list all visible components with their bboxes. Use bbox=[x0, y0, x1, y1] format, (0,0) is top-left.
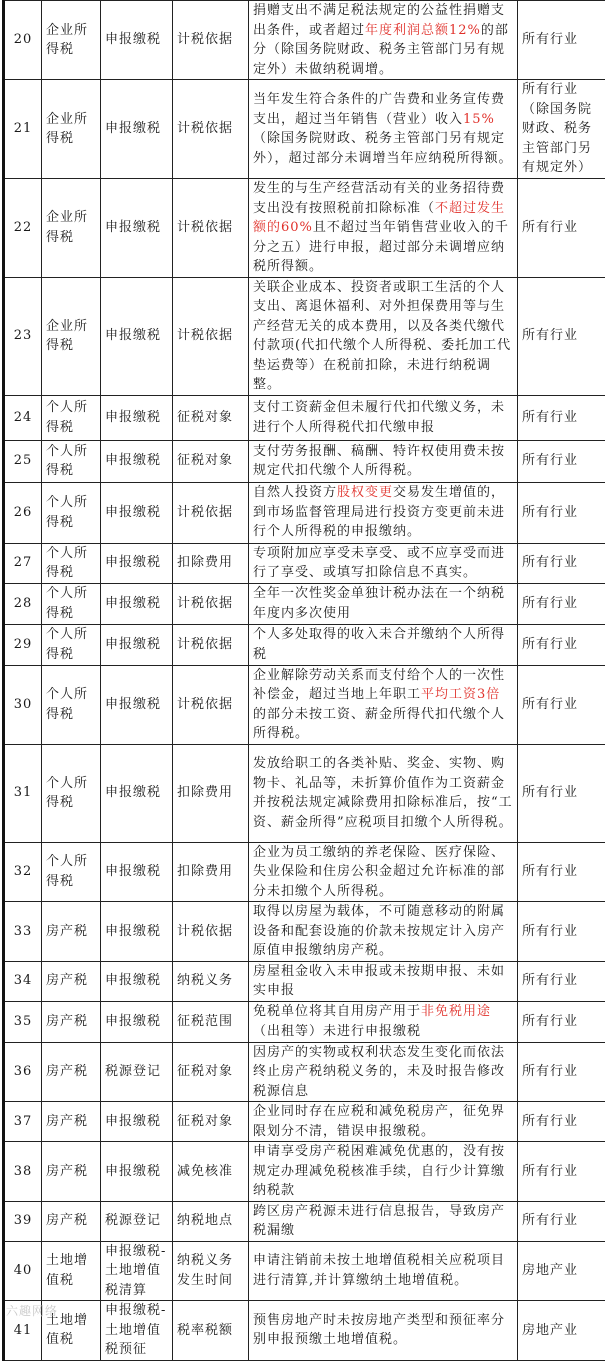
tax-type: 企业所得税 bbox=[42, 80, 101, 179]
risk-item: 计税依据 bbox=[173, 179, 249, 278]
tax-type: 房产税 bbox=[42, 1042, 101, 1102]
tax-type: 房产税 bbox=[42, 902, 101, 962]
tax-type: 个人所得税 bbox=[42, 665, 101, 744]
risk-description bbox=[249, 543, 518, 583]
description-text: 专项附加应享受未享受、或不应享受而进行了享受、或填写扣除信息不真实。 bbox=[253, 546, 505, 581]
table-row bbox=[4, 80, 605, 179]
tax-type: 个人所得税 bbox=[42, 482, 101, 543]
description-text: 预售房地产时未按房地产类型和预征率分别申报预缴土地增值税。 bbox=[253, 1313, 505, 1348]
row-number: 37 bbox=[4, 1102, 42, 1142]
risk-description bbox=[249, 1001, 518, 1042]
risk-description bbox=[249, 842, 518, 902]
row-number: 40 bbox=[4, 1241, 42, 1301]
applicable-industry: 所有行业 bbox=[518, 902, 605, 962]
row-number: 32 bbox=[4, 842, 42, 902]
risk-description bbox=[249, 1241, 518, 1301]
risk-description bbox=[249, 902, 518, 962]
tax-type: 个人所得税 bbox=[42, 440, 101, 482]
process-stage: 申报缴税 bbox=[101, 543, 173, 583]
table-row bbox=[4, 624, 605, 665]
applicable-industry: 所有行业 bbox=[518, 482, 605, 543]
risk-item: 税率税额 bbox=[173, 1301, 249, 1361]
process-stage: 申报缴税 bbox=[101, 395, 173, 440]
applicable-industry: 所有行业 bbox=[518, 842, 605, 902]
process-stage: 申报缴税 bbox=[101, 583, 173, 624]
row-number: 36 bbox=[4, 1042, 42, 1102]
row-number: 26 bbox=[4, 482, 42, 543]
applicable-industry: 所有行业 bbox=[518, 543, 605, 583]
description-text: 的部分（除国务院财政、税务主管部门另有规定外）未做纳税调增。 bbox=[253, 23, 509, 77]
tax-type: 个人所得税 bbox=[42, 583, 101, 624]
risk-item: 减免核准 bbox=[173, 1142, 249, 1202]
table-row bbox=[4, 1241, 605, 1301]
risk-item: 征税对象 bbox=[173, 395, 249, 440]
applicable-industry: 所有行业 bbox=[518, 277, 605, 395]
risk-description bbox=[249, 1, 518, 80]
applicable-industry: 所有行业 bbox=[518, 1201, 605, 1241]
risk-item: 纳税义务 bbox=[173, 961, 249, 1001]
row-number: 20 bbox=[4, 1, 42, 80]
description-text: 取得以房屋为载体，不可随意移动的附属设备和配套设施的价款未按规定计入房产原值申报缴纳房产税。 bbox=[253, 904, 505, 958]
tax-type: 房产税 bbox=[42, 1001, 101, 1042]
applicable-industry: 所有行业 bbox=[518, 1, 605, 80]
applicable-industry: 所有行业 bbox=[518, 1042, 605, 1102]
process-stage: 申报缴税 bbox=[101, 624, 173, 665]
applicable-industry: 所有行业 bbox=[518, 395, 605, 440]
tax-type: 企业所得税 bbox=[42, 1, 101, 80]
tax-type: 个人所得税 bbox=[42, 842, 101, 902]
applicable-industry: 所有行业 bbox=[518, 665, 605, 744]
description-text: （除国务院财政、税务主管部门另有规定外），超过部分未调增当年应纳税所得额。 bbox=[253, 131, 513, 166]
risk-item: 计税依据 bbox=[173, 1, 249, 80]
row-number: 21 bbox=[4, 80, 42, 179]
row-number: 38 bbox=[4, 1142, 42, 1202]
applicable-industry: 所有行业 bbox=[518, 1102, 605, 1142]
risk-description bbox=[249, 624, 518, 665]
risk-item: 计税依据 bbox=[173, 624, 249, 665]
description-text: 交易发生增值的，到市场监督管理局进行投资方变更前未进行个人所得税的申报缴纳。 bbox=[253, 485, 505, 539]
highlighted-text: 15% bbox=[463, 112, 495, 127]
applicable-industry: 所有行业（除国务院财政、税务主管部门另有规定外） bbox=[518, 80, 605, 179]
description-text: 企业同时存在应税和减免税房产，征免界限划分不清，错误申报缴税。 bbox=[253, 1104, 505, 1139]
risk-item: 计税依据 bbox=[173, 665, 249, 744]
row-number: 41 bbox=[4, 1301, 42, 1361]
row-number: 22 bbox=[4, 179, 42, 278]
applicable-industry: 所有行业 bbox=[518, 583, 605, 624]
process-stage: 申报缴税 bbox=[101, 665, 173, 744]
process-stage: 申报缴税 bbox=[101, 961, 173, 1001]
risk-item: 征税对象 bbox=[173, 440, 249, 482]
risk-item: 扣除费用 bbox=[173, 543, 249, 583]
table-row bbox=[4, 277, 605, 395]
risk-description bbox=[249, 583, 518, 624]
tax-type: 房产税 bbox=[42, 961, 101, 1001]
risk-item: 纳税义务发生时间 bbox=[173, 1241, 249, 1301]
process-stage: 申报缴税 bbox=[101, 1142, 173, 1202]
description-text: 因房产的实物或权利状态发生变化而依法终止房产税纳税义务的，未及时报告修改税源信息 bbox=[253, 1045, 505, 1099]
tax-type: 土地增值税 bbox=[42, 1301, 101, 1361]
description-text: 关联企业成本、投资者或职工生活的个人支出、离退休福利、对外担保费用等与生产经营无关的成本费用，以及各类代缴代付款项(代扣代缴个人所得税、委托加工代垫运费等）在税前扣除，未进行纳税调整。 bbox=[253, 280, 511, 393]
tax-type: 土地增值税 bbox=[42, 1241, 101, 1301]
risk-item: 计税依据 bbox=[173, 482, 249, 543]
description-text: 免税单位将其自用房产用于 bbox=[253, 1004, 421, 1019]
risk-item: 计税依据 bbox=[173, 583, 249, 624]
process-stage: 申报缴税 bbox=[101, 440, 173, 482]
risk-item: 计税依据 bbox=[173, 902, 249, 962]
tax-type: 个人所得税 bbox=[42, 744, 101, 842]
row-number: 23 bbox=[4, 277, 42, 395]
row-number: 24 bbox=[4, 395, 42, 440]
risk-description bbox=[249, 1301, 518, 1361]
process-stage: 申报缴税 bbox=[101, 744, 173, 842]
risk-item: 征税对象 bbox=[173, 1042, 249, 1102]
risk-item: 征税范围 bbox=[173, 1001, 249, 1042]
row-number: 28 bbox=[4, 583, 42, 624]
tax-type: 房产税 bbox=[42, 1102, 101, 1142]
table-row bbox=[4, 440, 605, 482]
risk-description bbox=[249, 440, 518, 482]
risk-item: 计税依据 bbox=[173, 80, 249, 179]
tax-type: 个人所得税 bbox=[42, 624, 101, 665]
description-text: 的部分未按工资、薪金所得代扣代缴个人所得税。 bbox=[253, 707, 505, 742]
table-row bbox=[4, 482, 605, 543]
description-text: 申请注销前未按土地增值税相关应税项目进行清算,并计算缴纳土地增值税。 bbox=[253, 1253, 505, 1288]
process-stage: 申报缴税 bbox=[101, 1, 173, 80]
table-row bbox=[4, 665, 605, 744]
risk-description bbox=[249, 277, 518, 395]
highlighted-text: 股权变更 bbox=[337, 485, 393, 500]
description-text: 发放给职工的各类补贴、奖金、实物、购物卡、礼品等，未折算价值作为工资薪金并按税法规定减除费用扣除标准后，按“工资、薪金所得”应税项目扣缴个人所得税。 bbox=[253, 756, 513, 830]
description-text: 跨区房产税源未进行信息报告，导致房产税漏缴 bbox=[253, 1204, 505, 1239]
risk-description bbox=[249, 665, 518, 744]
row-number: 30 bbox=[4, 665, 42, 744]
row-number: 27 bbox=[4, 543, 42, 583]
table-body bbox=[4, 1, 605, 1361]
table-row bbox=[4, 395, 605, 440]
applicable-industry: 所有行业 bbox=[518, 961, 605, 1001]
risk-item: 征税对象 bbox=[173, 1102, 249, 1142]
process-stage: 申报缴税 bbox=[101, 842, 173, 902]
applicable-industry: 所有行业 bbox=[518, 1001, 605, 1042]
description-text: 企业解除劳动关系而支付给个人的一次性补偿金，超过当地上年职工 bbox=[253, 668, 505, 703]
tax-type: 企业所得税 bbox=[42, 179, 101, 278]
risk-description bbox=[249, 482, 518, 543]
highlighted-text: 平均工资3倍 bbox=[421, 687, 500, 702]
highlighted-text: 不超过发生额的60% bbox=[253, 201, 505, 236]
applicable-industry: 所有行业 bbox=[518, 744, 605, 842]
table-row bbox=[4, 543, 605, 583]
applicable-industry: 房地产业 bbox=[518, 1301, 605, 1361]
table-row bbox=[4, 961, 605, 1001]
description-text: 支付工资薪金但未履行代扣代缴义务，未进行个人所得税代扣代缴申报 bbox=[253, 400, 505, 435]
description-text: 当年发生符合条件的广告费和业务宣传费支出，超过当年销售（营业）收入 bbox=[253, 92, 505, 127]
row-number: 34 bbox=[4, 961, 42, 1001]
table-row bbox=[4, 1, 605, 80]
process-stage: 申报缴税 bbox=[101, 1102, 173, 1142]
table-row bbox=[4, 842, 605, 902]
description-text: 且不超过当年销售营业收入的千分之五）进行申报，超过部分未调增应纳税所得额。 bbox=[253, 220, 509, 274]
tax-type: 个人所得税 bbox=[42, 395, 101, 440]
tax-type: 房产税 bbox=[42, 1201, 101, 1241]
description-text: 发生的与生产经营活动有关的业务招待费支出没有按照税前扣除标准（ bbox=[253, 181, 505, 216]
row-number: 31 bbox=[4, 744, 42, 842]
applicable-industry: 所有行业 bbox=[518, 1142, 605, 1202]
table-row bbox=[4, 744, 605, 842]
row-number: 25 bbox=[4, 440, 42, 482]
risk-item: 纳税地点 bbox=[173, 1201, 249, 1241]
table-row bbox=[4, 902, 605, 962]
process-stage: 税源登记 bbox=[101, 1042, 173, 1102]
risk-description bbox=[249, 80, 518, 179]
process-stage: 申报缴税 bbox=[101, 482, 173, 543]
table-row bbox=[4, 1001, 605, 1042]
description-text: 捐赠支出不满足税法规定的公益性捐赠支出条件，或者超过 bbox=[253, 3, 505, 38]
process-stage: 申报缴税 bbox=[101, 179, 173, 278]
row-number: 35 bbox=[4, 1001, 42, 1042]
tax-type: 个人所得税 bbox=[42, 543, 101, 583]
watermark: 六趣网络 bbox=[6, 1302, 58, 1319]
tax-risk-table bbox=[2, 0, 605, 1361]
description-text: 申请享受房产税困难减免优惠的，没有按规定办理减免税核准手续，自行少计算缴纳税款 bbox=[253, 1144, 505, 1198]
table-row bbox=[4, 1042, 605, 1102]
process-stage: 申报缴税 bbox=[101, 80, 173, 179]
description-text: 房屋租金收入未申报或未按期申报、未如实申报 bbox=[253, 964, 505, 999]
tax-type: 房产税 bbox=[42, 1142, 101, 1202]
description-text: （出租等）未进行申报缴税 bbox=[253, 1024, 421, 1039]
row-number: 33 bbox=[4, 902, 42, 962]
risk-description bbox=[249, 1102, 518, 1142]
process-stage: 申报缴税 bbox=[101, 1001, 173, 1042]
applicable-industry: 所有行业 bbox=[518, 179, 605, 278]
table-row bbox=[4, 583, 605, 624]
process-stage: 申报缴税 bbox=[101, 277, 173, 395]
process-stage: 申报缴税 bbox=[101, 902, 173, 962]
risk-description bbox=[249, 961, 518, 1001]
applicable-industry: 所有行业 bbox=[518, 624, 605, 665]
table-row bbox=[4, 179, 605, 278]
risk-description bbox=[249, 395, 518, 440]
table-row bbox=[4, 1102, 605, 1142]
process-stage: 申报缴税-土地增值税清算 bbox=[101, 1241, 173, 1301]
risk-description bbox=[249, 1142, 518, 1202]
risk-item: 计税依据 bbox=[173, 277, 249, 395]
table-row bbox=[4, 1301, 605, 1361]
description-text: 企业为员工缴纳的养老保险、医疗保险、失业保险和住房公积金超过允许标准的部分未扣缴个人所得税。 bbox=[253, 845, 505, 899]
process-stage: 税源登记 bbox=[101, 1201, 173, 1241]
tax-type: 企业所得税 bbox=[42, 277, 101, 395]
highlighted-text: 非免税用途 bbox=[421, 1004, 491, 1019]
row-number: 39 bbox=[4, 1201, 42, 1241]
table-row bbox=[4, 1201, 605, 1241]
risk-description bbox=[249, 744, 518, 842]
risk-item: 扣除费用 bbox=[173, 744, 249, 842]
applicable-industry: 所有行业 bbox=[518, 440, 605, 482]
table-row bbox=[4, 1142, 605, 1202]
description-text: 支付劳务报酬、稿酬、特许权使用费未按规定代扣代缴个人所得税。 bbox=[253, 444, 505, 479]
applicable-industry: 房地产业 bbox=[518, 1241, 605, 1301]
process-stage: 申报缴税-土地增值税预征 bbox=[101, 1301, 173, 1361]
risk-description bbox=[249, 1042, 518, 1102]
row-number: 29 bbox=[4, 624, 42, 665]
risk-description bbox=[249, 179, 518, 278]
description-text: 个人多处取得的收入未合并缴纳个人所得税 bbox=[253, 627, 505, 662]
highlighted-text: 年度利润总额12% bbox=[365, 23, 481, 38]
description-text: 自然人投资方 bbox=[253, 485, 337, 500]
risk-item: 扣除费用 bbox=[173, 842, 249, 902]
description-text: 全年一次性奖金单独计税办法在一个纳税年度内多次使用 bbox=[253, 586, 505, 621]
risk-description bbox=[249, 1201, 518, 1241]
